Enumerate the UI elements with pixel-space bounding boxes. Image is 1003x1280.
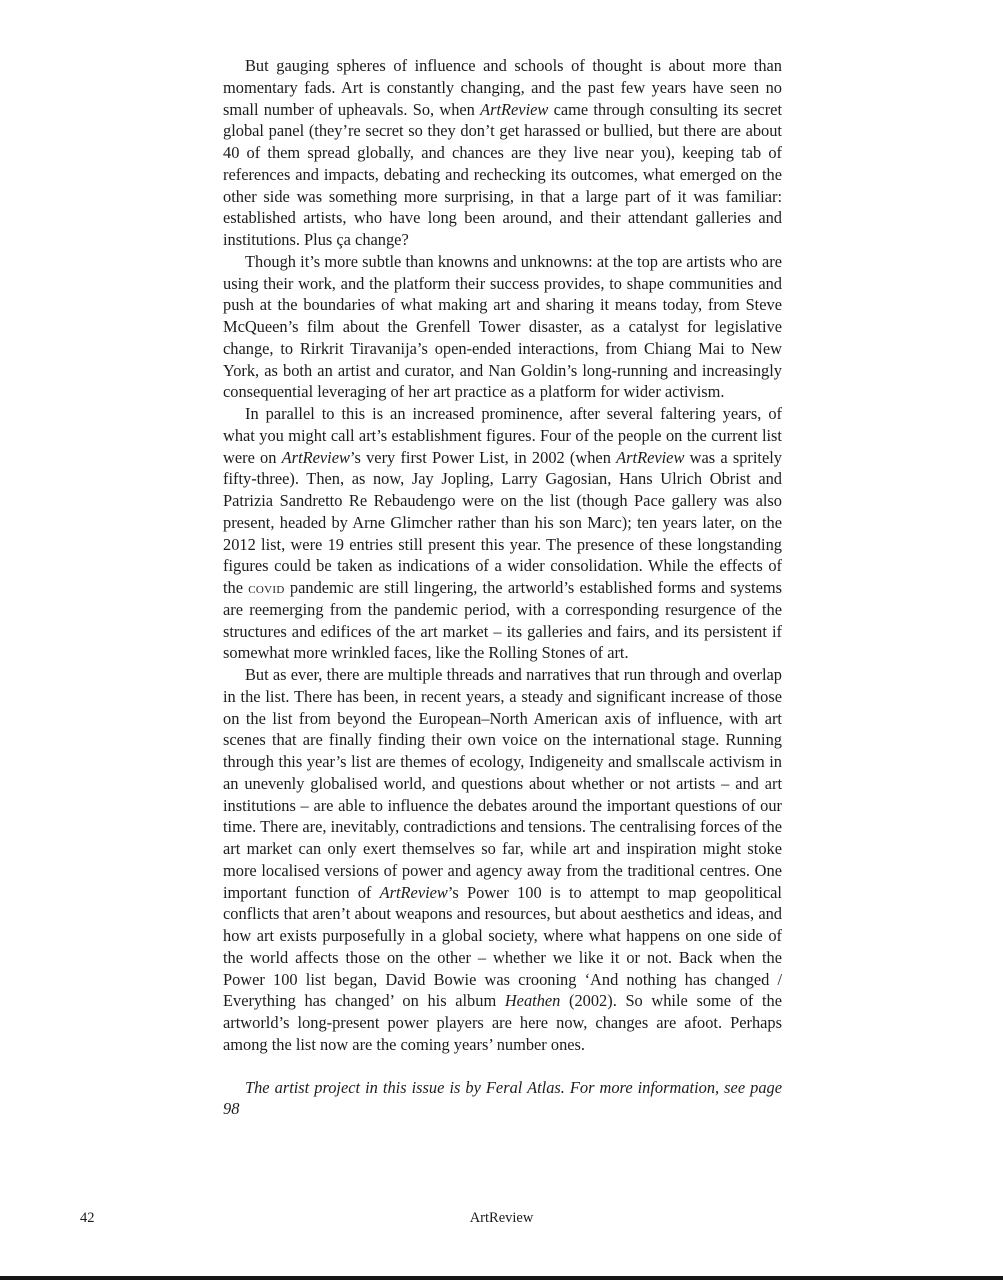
paragraph-1 <box>223 55 782 251</box>
paragraph-4 <box>223 664 782 1056</box>
article-body <box>223 55 782 1120</box>
paragraph-2 <box>223 251 782 403</box>
text-run: But as ever, there are multiple threads and narratives that run through and overlap in the list. There has been, in recent years, a steady and significant increase of those on the list from beyond the European–North American axis of influence, with art scenes that are finally finding their own voice on the international stage. Running through this year’s list are themes of ecology, Indigeneity and smallscale activism in an unevenly globalised world, and questions about whether or not artists – and art institutions – are able to influence the debates around the important questions of our time. There are, inevitably, contradictions and tensions. The centralising forces of the art market can only exert themselves so far, while art and inspiration might stoke more localised versions of power and agency away from the traditional centres. One important function of <box>223 665 782 902</box>
text-run: In parallel to this is an increased prominence, after several faltering years, of what you might call art’s establishment figures. Four of the people on the current list were on <box>223 404 782 467</box>
text-run: (2002). So while some of the artworld’s long-present power players are here now, changes are afoot. Perhaps among the list now are the coming years’ number ones. <box>223 991 782 1054</box>
page-bottom-edge <box>0 1276 1003 1280</box>
text-run: pandemic are still lingering, the artworld’s established forms and systems are reemerging from the pandemic period, with a corresponding resurgence of the structures and edifices of the art market – its galleries and fairs, and its persistent if somewhat more wrinkled faces, like the Rolling Stones of art. <box>223 578 782 663</box>
footer-page-number: 42 <box>80 1210 95 1226</box>
text-run: ’s very first Power List, in 2002 (when <box>349 447 617 467</box>
text-run-i: ArtReview <box>379 882 448 902</box>
footer-journal-name: ArtReview <box>469 1210 534 1226</box>
text-run-i: ArtReview <box>281 447 350 467</box>
text-run-i: ArtReview <box>616 447 685 467</box>
text-run-sc: covid <box>248 578 285 597</box>
text-run: ’s Power 100 is to attempt to map geopolitical conflicts that aren’t about weapons and resources, but about aesthetics and ideas, and how art exists purposefully in a global society, where what happens on one side of the world affects those on the other – whether we like it or not. Back when the Power 100 list began, David Bowie was crooning ‘And nothing has changed / Everything has changed’ on his album <box>223 882 782 1011</box>
text-run: Though it’s more subtle than knowns and unknowns: at the top are artists who are using their work, and the platform their success provides, to shape communities and push at the boundaries of what making art and sharing it means today, from Steve McQueen’s film about the Grenfell Tower disaster, as a catalyst for legislative change, to Rirkrit Tiravanija’s open-ended interactions, from Chiang Mai to New York, as both an artist and curator, and Nan Goldin’s long-running and increasingly consequential leveraging of her art practice as a platform for wider activism. <box>223 251 782 402</box>
paragraph-3 <box>223 403 782 664</box>
text-run: was a spritely fifty-three). Then, as now, Jay Jopling, Larry Gagosian, Hans Ulrich Obrist and Patrizia Sandretto Re Rebaudengo were on the list (though Pace gallery was also present, headed by Arne Glimcher rather than his son Marc); ten years later, on the 2012 list, were 19 entries still present this year. The presence of these longstanding figures could be taken as indications of a wider consolidation. While the effects of the <box>223 447 782 597</box>
text-run: But gauging spheres of influence and schools of thought is about more than momentary fads. Art is constantly changing, and the past few years have seen no small number of upheavals. So, when <box>223 56 782 119</box>
text-run-i: Heathen <box>504 991 561 1011</box>
text-run-i: ArtReview <box>480 99 549 119</box>
text-run: came through consulting its secret global panel (they’re secret so they don’t get harassed or bullied, but there are about 40 of them spread globally, and chances are they live near you), keeping tab of references and impacts, debating and rechecking its outcomes, what emerged on the other side was something more surprising, in that a large part of it was familiar: established artists, who have long been around, and their attendant galleries and institutions. Plus ça change? <box>223 99 782 249</box>
artist-project-note: The artist project in this issue is by Feral Atlas. For more information, see page 98 <box>223 1077 782 1119</box>
